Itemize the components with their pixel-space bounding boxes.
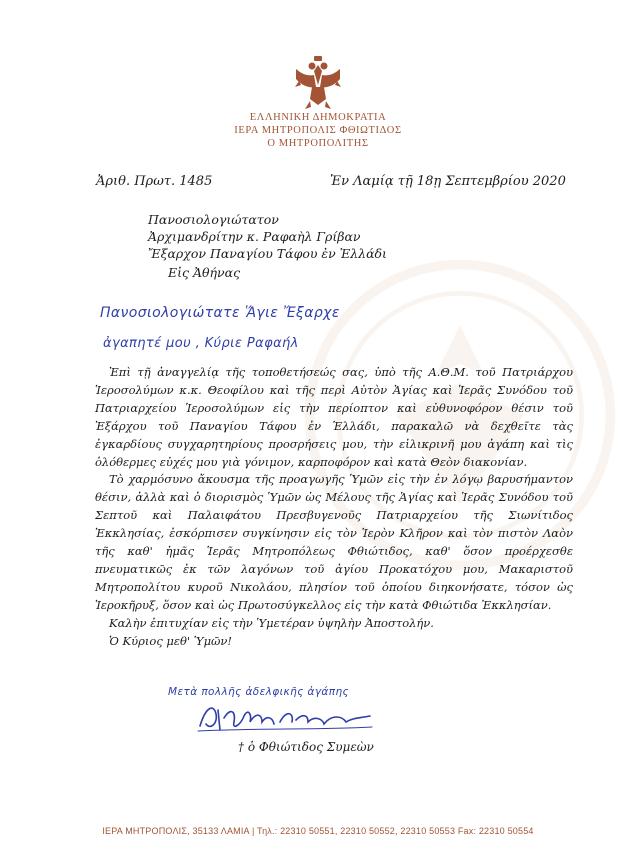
body-paragraph-1: Ἐπὶ τῇ ἀναγγελίᾳ τῆς τοποθετήσεώς σας, ὑπὸ τῆς Α.Θ.Μ. τοῦ Πατριάρχου Ἱεροσολύμων κ.κ. Θεοφίλου καὶ τῆς περὶ Αὐτὸν Ἁγίας καὶ Ἱερᾶς Συνόδου τοῦ Πατριαρχείου Ἱεροσολύμων εἰς τὴν περίοπτον καὶ εὐθυνοφόρον θέσιν τοῦ Ἐξάρχου τοῦ Παναγίου Τάφου ἐν Ἑλλάδι, παρακαλῶ νὰ δεχθεῖτε τὰς ἐγκαρδίους συγχαρητηρίους προσρήσεις μου, τὴν εἰλικρινῆ μου ἀγάπη καὶ τὶς ὁλόθερμες εὐχές μου γιὰ γόνιμον, καρποφόρον καὶ κατὰ Θεὸν διακονίαν. bbox=[95, 365, 573, 469]
letter-date: Ἐν Λαμίᾳ τῇ 18ῃ Σεπτεμβρίου 2020 bbox=[330, 174, 566, 189]
addressee-name: Ἀρχιμανδρίτην κ. Ραφαὴλ Γρίβαν bbox=[148, 229, 361, 244]
body-paragraph-4: Ὁ Κύριος μεθ' Ὑμῶν! bbox=[109, 633, 233, 648]
letter-body bbox=[95, 364, 573, 651]
handwritten-greeting-line1: Πανοσιολογιώτατε Ἅγιε Ἔξαρχε bbox=[100, 305, 340, 321]
protocol-number: Ἀριθ. Πρωτ. 1485 bbox=[96, 174, 213, 189]
body-paragraph-3: Καλὴν ἐπιτυχίαν εἰς τὴν Ὑμετέραν ὑψηλὴν Ἀποστολήν. bbox=[109, 615, 434, 630]
letterhead-title: Ο ΜΗΤΡΟΠΟΛΙΤΗΣ bbox=[267, 138, 369, 149]
addressee-office: Ἔξαρχον Παναγίου Τάφου ἐν Ἑλλάδι bbox=[148, 246, 387, 261]
body-paragraph-2: Τὸ χαρμόσυνο ἄκουσμα τῆς προαγωγῆς Ὑμῶν εἰς τὴν ἐν λόγῳ βαρυσήμαντον θέσιν, ἀλλὰ καὶ ὁ διορισμὸς Ὑμῶν ὡς Μέλους τῆς Ἁγίας καὶ Ἱερᾶς Συνόδου τοῦ Σεπτοῦ καὶ Παλαιφάτου Πρεσβυγενοῦς Πατριαρχείου τῆς Σιωνίτιδος Ἐκκλησίας, ἐσκόρπισεν συγκίνησιν εἰς τὸν Ἱερὸν Κλῆρον καὶ τὸν πιστὸν Λαὸν τῆς καθ' ἡμᾶς Ἱερᾶς Μητροπόλεως Φθιώτιδος, καθ' ὅσον προέρχεσθε πνευματικῶς ἐκ τῶν λαγόνων τοῦ ἁγίου Προκατόχου μου, Μακαριστοῦ Μητροπολίτου κυροῦ Νικολάου, πλησίον τοῦ ὁποίου διηκονήσατε, τόσον ὡς Ἱεροκῆρυξ, ὅσον καὶ ὡς Πρωτοσύγκελλος εἰς τὴν κατὰ Φθιώτιδα Ἐκκλησίαν. bbox=[95, 472, 573, 612]
addressee-honorific: Πανοσιολογιώτατον bbox=[148, 212, 279, 227]
addressee-city: Εἰς Ἀθήνας bbox=[168, 265, 241, 280]
letterhead-metropolis: ΙΕΡΑ ΜΗΤΡΟΠΟΛΙΣ ΦΘΙΩΤΙΔΟΣ bbox=[234, 125, 402, 136]
handwritten-greeting-line2: ἀγαπητέ μου , Κύριε Ραφαήλ bbox=[103, 336, 299, 351]
letterhead-state: ΕΛΛΗΝΙΚΗ ΔΗΜΟΚΡΑΤΙΑ bbox=[249, 112, 387, 123]
letterhead-footer-contact: ΙΕΡΑ ΜΗΤΡΟΠΟΛΙΣ, 35133 ΛΑΜΙΑ | Τηλ.: 22310 50551, 22310 50552, 22310 50553 Fax: 22310 50554 bbox=[102, 826, 534, 836]
handwritten-closing: Μετὰ πολλῆς ἀδελφικῆς ἀγάπης bbox=[168, 686, 350, 698]
double-headed-eagle-emblem bbox=[293, 55, 343, 111]
handwritten-signature bbox=[196, 700, 376, 734]
signer-name: † ὁ Φθιώτιδος Συμεὼν bbox=[238, 740, 374, 754]
